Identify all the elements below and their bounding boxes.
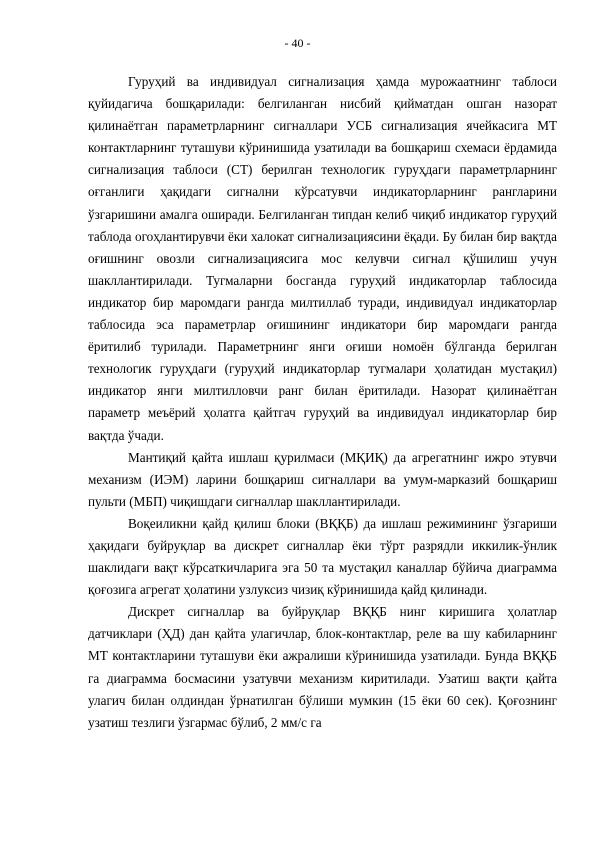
paragraph-event-recording-unit: Воқеиликни қайд қилиш блоки (ВҚҚБ) да ишлаш режимининг ўзгариши ҳақидаги буйруқлар ва дискрет сигналлар ёки тўрт разрядли иккилик-ўнлик шаклидаги вақт кўрсаткичларига эга 50 та мустақил каналлар бўйича диаграмма қоғозига агрегат ҳолатини узлуксиз чизиқ кўринишида қайд қилинади. — [88, 515, 557, 598]
body-text — [88, 71, 557, 734]
paragraph-logic-processing-unit: Мантиқий қайта ишлаш қурилмаси (МҚИҚ) да агрегатнинг ижро этувчи механизм (ИЭМ) ларини бошқариш сигналлари ва умум-марказий бошқариш пульти (МБП) чиқишдаги сигналлар шакллантирилади. — [88, 449, 557, 509]
paragraph-group-signalling: Гуруҳий ва индивидуал сигнализация ҳамда мурожаатнинг таблоси қуйидагича бошқарилади: белгиланган нисбий қийматдан ошган назорат қилинаётган параметрларнинг сигналлари УСБ сигнализация ячейкасига МТ контактларнинг туташуви кўринишида узатилади ва бошқариш схемаси ёрдамида сигнализация таблоси (СТ) берилган технологик гуруҳдаги параметрларнинг оғганлиги ҳақидаги сигнални кўрсатувчи индикаторларнинг рангларини ўзгаришини амалга оширади. Белгиланган типдан келиб чиқиб индикатор гуруҳий таблода огоҳлантирувчи ёки халокат сигнализациясини ёқади. Бу билан бир вақтда оғишнинг овозли сигнализациясига мос келувчи сигнал қўшилиш учун шакллантирилади. Тугмаларни босганда гуруҳий индикаторлар таблосида индикатор бир маромдаги рангда милтиллаб туради, индивидуал индикаторлар таблосида эса параметрлар оғишининг индикатори бир маромдаги рангда ёритилиб турилади. Параметрнинг янги оғиши номоён бўлганда берилган технологик гуруҳдаги (гуруҳий индикаторлар тугмалари ҳолатидан мустақил) индикатор янги милтилловчи ранг билан ёритилади. Назорат қилинаётган параметр меъёрий ҳолатга қайтгач гуруҳий ва индивидуал индикаторлар бир вақтда ўчади. — [88, 74, 557, 443]
paragraph-discrete-signals: Дискрет сигналлар ва буйруқлар ВҚҚБ нинг киришига ҳолатлар датчиклари (ҲД) дан қайта улагичлар, блок-контактлар, реле ва шу кабиларнинг МТ контактларини туташуви ёки ажралиши кўринишида узатилади. Бунда ВҚҚБ га диаграмма босмасини узатувчи механизм киритилади. Узатиш вақти қайта улагич билан олдиндан ўрнатилган бўлиши мумкин (15 ёки 60 сек). Қоғознинг узатиш тезлиги ўзгармас бўлиб, 2 мм/с га — [88, 604, 557, 730]
page-number: - 40 - — [284, 36, 311, 50]
